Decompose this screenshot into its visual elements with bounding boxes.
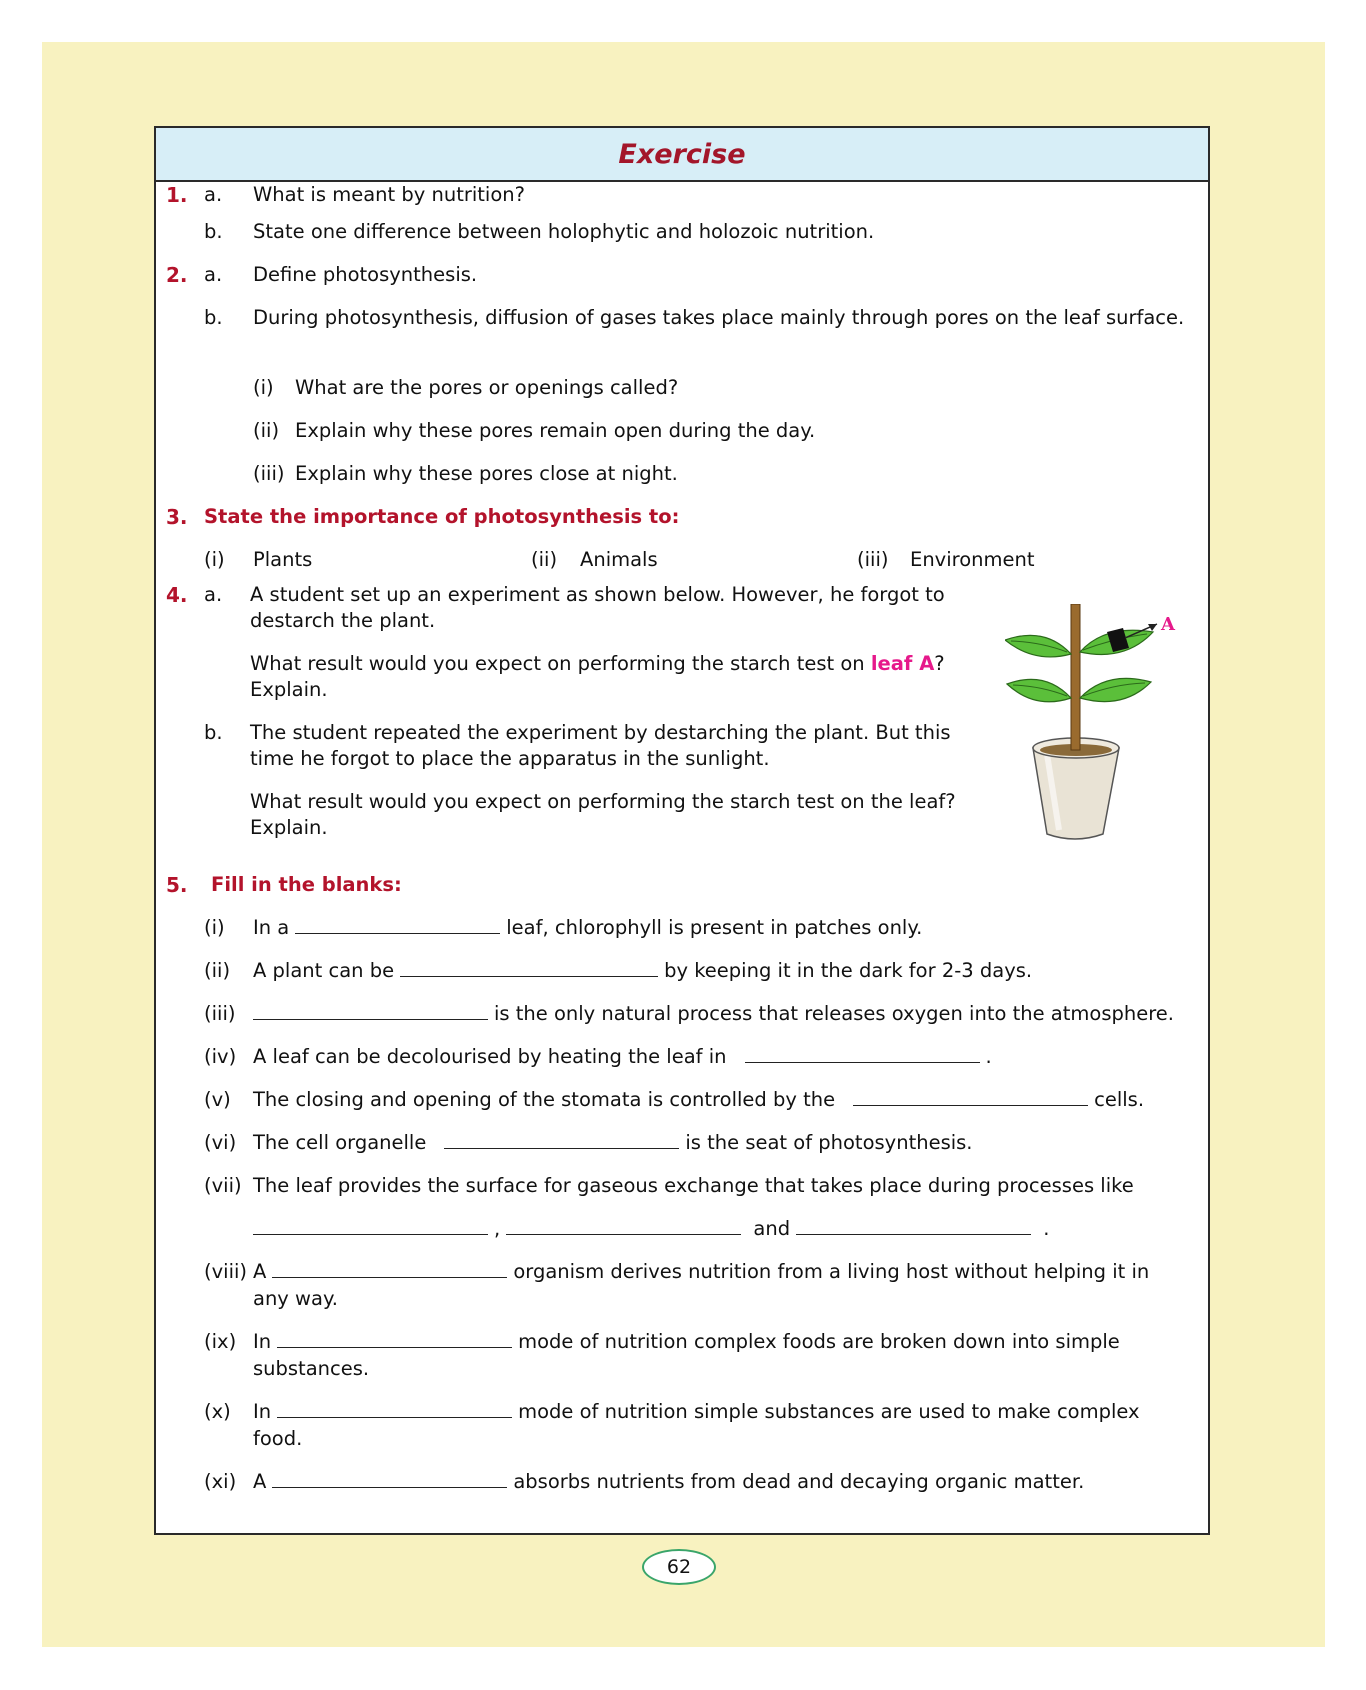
exercise-header [156, 128, 1208, 182]
q5-vii-blanks [253, 1216, 1050, 1242]
q5-v-text [253, 1087, 1144, 1113]
q4-leaf-a-highlight: leaf A [870, 652, 935, 675]
q4-a-text: A student set up an experiment as shown below. However, he forgot to destarch the plant. [250, 583, 945, 632]
q1-a-label: a. [204, 183, 223, 206]
q4-number: 4. [166, 583, 188, 607]
q3-heading: State the importance of photosynthesis to: [204, 505, 680, 528]
q2-number: 2. [166, 263, 188, 287]
blank[interactable] [272, 1259, 507, 1278]
leaf-a-label: A [1161, 614, 1175, 635]
q5-i-label: (i) [204, 916, 225, 939]
q4-b-text: The student repeated the experiment by destarching the plant. But this time he forgot to place the apparatus in the sunlight. [250, 721, 951, 770]
blank[interactable] [253, 1216, 488, 1235]
q5-x-post: mode of nutrition simple substances are used to make complex [518, 1400, 1140, 1423]
exercise-title: Exercise [618, 138, 746, 170]
blank[interactable] [506, 1216, 741, 1235]
q3-ii-label: (ii) [531, 548, 558, 571]
q2-iii-text: Explain why these pores close at night. [295, 462, 678, 485]
blank[interactable] [853, 1087, 1088, 1106]
q5-iv-post: . [985, 1045, 992, 1068]
q5-iii-post: is the only natural process that releases oxygen into the atmosphere. [494, 1002, 1175, 1025]
q5-vii-comma: , [494, 1217, 501, 1240]
q5-xi-pre: A [253, 1470, 267, 1493]
q4-a-question-pre: What result would you expect on performing the starch test on [250, 652, 865, 675]
q3-i-label: (i) [204, 548, 225, 571]
blank[interactable] [295, 915, 500, 934]
q5-ix-pre: In [253, 1330, 272, 1353]
q5-vi-pre: The cell organelle [253, 1131, 427, 1154]
q5-xi-label: (xi) [204, 1470, 237, 1493]
blank[interactable] [277, 1329, 512, 1348]
q3-iii-text: Environment [910, 548, 1035, 571]
q5-iv-label: (iv) [204, 1045, 237, 1068]
q3-i-text: Plants [253, 548, 313, 571]
q1-number: 1. [166, 183, 188, 207]
q5-vii-and: and [753, 1217, 791, 1240]
q4-a-label: a. [204, 583, 223, 606]
q5-ix-post: mode of nutrition complex foods are broken down into simple [518, 1330, 1120, 1353]
q4-a-question [250, 651, 995, 703]
q1-a-text: What is meant by nutrition? [253, 183, 525, 206]
q2-iii-label: (iii) [253, 462, 285, 485]
q5-iii-text [253, 1001, 1174, 1027]
q5-viii-text [253, 1259, 1149, 1285]
q5-v-pre: The closing and opening of the stomata is controlled by the [253, 1088, 836, 1111]
q5-vii-text: The leaf provides the surface for gaseous exchange that takes place during processes like [253, 1174, 1134, 1197]
q5-viii-post: organism derives nutrition from a living host without helping it in [513, 1260, 1150, 1283]
blank[interactable] [400, 958, 658, 977]
q4-b-question: What result would you expect on performing the starch test on the leaf? Explain. [250, 790, 956, 839]
q5-viii-label: (viii) [204, 1260, 248, 1283]
q5-i-pre: In a [253, 916, 290, 939]
q5-ii-pre: A plant can be [253, 959, 395, 982]
q1-b-text: State one difference between holophytic and holozoic nutrition. [253, 220, 875, 243]
q5-ii-text [253, 958, 1032, 984]
q5-x-text [253, 1399, 1140, 1425]
blank[interactable] [444, 1130, 679, 1149]
q5-v-label: (v) [204, 1088, 231, 1111]
q4-b-label: b. [204, 721, 223, 744]
q2-b-label: b. [204, 306, 223, 329]
q2-ii-label: (ii) [253, 419, 280, 442]
q3-ii-text: Animals [580, 548, 658, 571]
page-number: 62 [642, 1549, 716, 1585]
q2-b-text: During photosynthesis, diffusion of gases takes place mainly through pores on the leaf surface. [253, 306, 1185, 329]
leaf-lower-left [1007, 679, 1071, 701]
q2-i-text: What are the pores or openings called? [295, 376, 679, 399]
q3-iii-label: (iii) [857, 548, 889, 571]
q5-x-label: (x) [204, 1400, 231, 1423]
q5-ix-text [253, 1329, 1120, 1355]
q5-ii-post: by keeping it in the dark for 2-3 days. [664, 959, 1033, 982]
plant-stem [1071, 604, 1080, 750]
q5-xi-text [253, 1469, 1084, 1495]
q2-i-label: (i) [253, 376, 274, 399]
blank[interactable] [745, 1044, 980, 1063]
q3-number: 3. [166, 505, 188, 529]
q5-v-post: cells. [1094, 1088, 1145, 1111]
plant-experiment-figure [1005, 604, 1205, 844]
q5-ix-label: (ix) [204, 1330, 237, 1353]
q5-x-pre: In [253, 1400, 272, 1423]
q5-vii-label: (vii) [204, 1174, 242, 1197]
q2-a-text: Define photosynthesis. [253, 263, 478, 286]
leaf-upper-left [1005, 635, 1071, 657]
q5-vi-text [253, 1130, 973, 1156]
blank[interactable] [277, 1399, 512, 1418]
q5-ix-cont: substances. [253, 1357, 370, 1380]
q5-vi-label: (vi) [204, 1131, 237, 1154]
q5-iv-text [253, 1044, 992, 1070]
q2-a-label: a. [204, 263, 223, 286]
blank[interactable] [272, 1469, 507, 1488]
q5-ii-label: (ii) [204, 959, 231, 982]
q5-x-cont: food. [253, 1427, 303, 1450]
q5-vi-post: is the seat of photosynthesis. [685, 1131, 973, 1154]
q5-iv-pre: A leaf can be decolourised by heating the leaf in [253, 1045, 727, 1068]
q5-vii-end: . [1043, 1217, 1050, 1240]
q5-i-post: leaf, chlorophyll is present in patches only. [506, 916, 923, 939]
q5-viii-pre: A [253, 1260, 267, 1283]
blank[interactable] [253, 1001, 488, 1020]
q2-ii-text: Explain why these pores remain open during the day. [295, 419, 816, 442]
q1-b-label: b. [204, 220, 223, 243]
leaf-lower-right [1080, 678, 1151, 701]
blank[interactable] [796, 1216, 1031, 1235]
q5-number: 5. [166, 873, 188, 897]
flower-pot [1033, 738, 1119, 839]
q5-i-text [253, 915, 922, 941]
q5-xi-post: absorbs nutrients from dead and decaying organic matter. [513, 1470, 1085, 1493]
q5-heading: Fill in the blanks: [211, 873, 402, 896]
q4-a-question-post: ? Explain. [250, 652, 945, 701]
q5-iii-label: (iii) [204, 1002, 236, 1025]
q5-viii-cont: any way. [253, 1287, 338, 1310]
